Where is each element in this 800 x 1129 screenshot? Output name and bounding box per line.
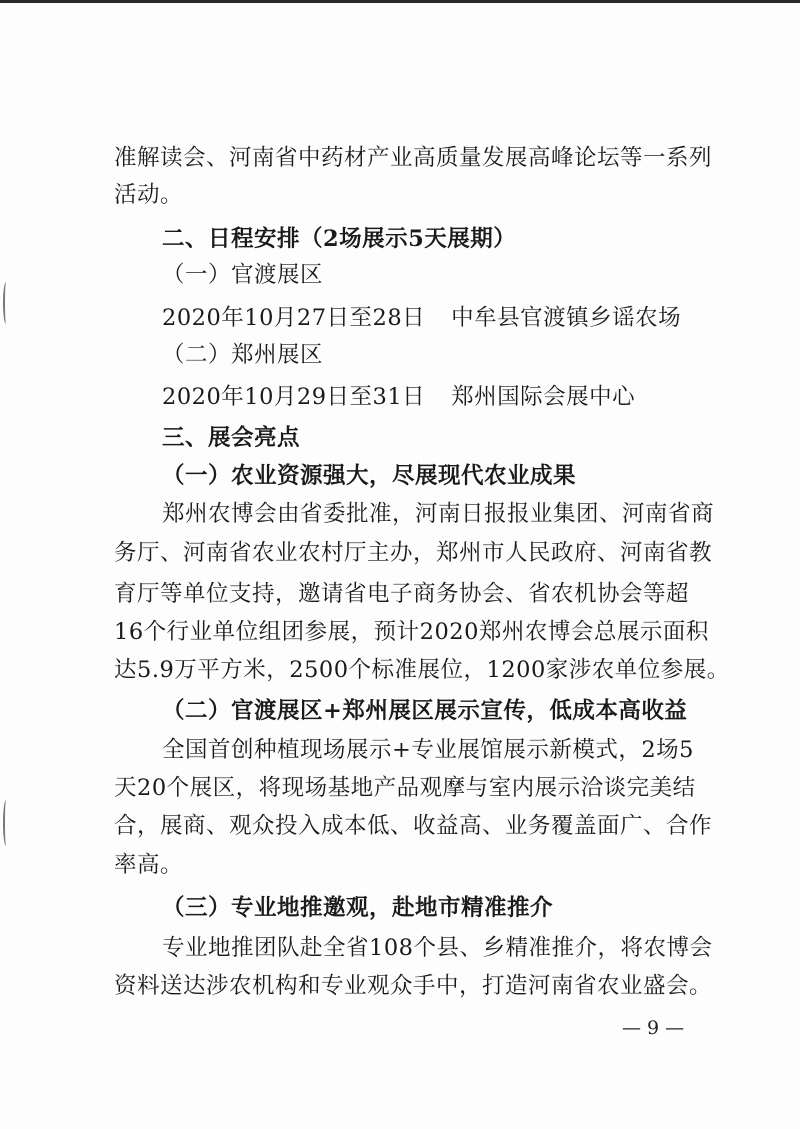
body-text-line: 郑州农博会由省委批准，河南日报报业集团、河南省商: [162, 501, 715, 527]
body-text-line: 达5.9万平方米，2500个标准展位，1200家涉农单位参展。: [114, 657, 730, 683]
body-text-line: 活动。: [114, 182, 184, 208]
body-text-line: 资料送达涉农机构和专业观众手中，打造河南省农业盛会。: [114, 973, 713, 999]
subheading-zhengzhou: （二）郑州展区: [162, 342, 324, 368]
body-text-line: 准解读会、河南省中药材产业高质量发展高峰论坛等一系列: [114, 145, 713, 171]
scan-top-edge: [0, 0, 800, 3]
page-number: — 9 —: [622, 1017, 685, 1039]
schedule-venue: 中牟县官渡镇乡谣农场: [451, 305, 682, 331]
subheading-guandu: （一）官渡展区: [162, 262, 324, 288]
subheading-resources: （一）农业资源强大，尽展现代农业成果: [162, 463, 577, 489]
body-text-line: 务厅、河南省农业农村厅主办，郑州市人民政府、河南省教: [114, 540, 713, 566]
section-heading-schedule: 二、日程安排（2场展示5天展期）: [162, 226, 517, 252]
body-text-line: 全国首创种植现场展示+专业展馆展示新模式，2场5: [162, 737, 694, 763]
schedule-date: 2020年10月29日至31日: [162, 384, 426, 410]
schedule-date: 2020年10月27日至28日: [162, 305, 426, 331]
schedule-row-zhengzhou: [162, 382, 635, 412]
schedule-row-guandu: [162, 303, 681, 333]
body-text-line: 合，展商、观众投入成本低、收益高、业务覆盖面广、合作: [114, 813, 713, 839]
section-heading-highlights: 三、展会亮点: [162, 425, 301, 451]
binding-hole-mark-upper: [3, 282, 9, 324]
body-text-line: 16个行业单位组团参展，预计2020郑州农博会总展示面积: [114, 619, 709, 645]
body-text-line: 天20个展区，将现场基地产品观摩与室内展示洽谈完美结: [114, 775, 696, 801]
binding-hole-mark-lower: [3, 800, 9, 846]
schedule-venue: 郑州国际会展中心: [451, 384, 636, 410]
body-text-line: 专业地推团队赴全省108个县、乡精准推介，将农博会: [162, 935, 713, 961]
subheading-outreach: （三）专业地推邀观，赴地市精准推介: [162, 895, 554, 921]
body-text-line: 育厅等单位支持，邀请省电子商务协会、省农机协会等超: [114, 581, 690, 607]
subheading-promotion: （二）官渡展区+郑州展区展示宣传，低成本高收益: [162, 698, 688, 724]
body-text-line: 率高。: [114, 852, 184, 878]
